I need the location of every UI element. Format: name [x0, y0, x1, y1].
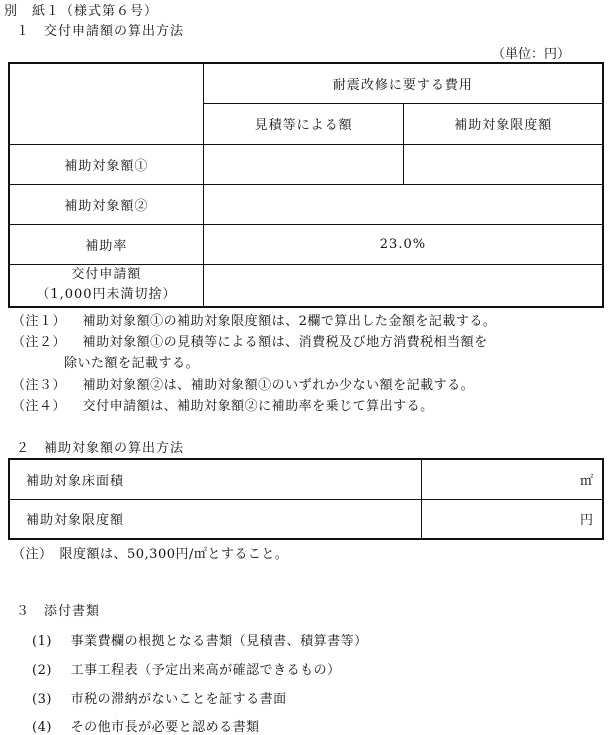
note-2	[12, 331, 488, 350]
section2-title: ２ 補助対象額の算出方法	[16, 441, 185, 456]
application-amount-sublabel: （1,000円未満切捨）	[36, 287, 177, 303]
subsidy-base-2-cell[interactable]	[203, 184, 603, 224]
note-1-mark: （注１）	[12, 314, 67, 329]
table1-group-header: 耐震改修に要する費用	[203, 63, 603, 103]
table1-col-limit: 補助対象限度額	[404, 103, 603, 144]
subsidy-base-1-estimate-cell[interactable]	[203, 144, 404, 184]
row-label-subsidy-base-1: 補助対象額①	[9, 144, 203, 184]
table1-corner-cell	[9, 63, 203, 144]
subsidy-base-table	[8, 458, 604, 540]
row-label-subsidy-rate: 補助率	[9, 224, 203, 264]
floor-area-unit: ㎡	[579, 473, 594, 489]
subsidy-base-1-limit-cell[interactable]	[404, 144, 603, 184]
attachment-item-4-text: その他市長が必要と認める書類	[70, 720, 260, 735]
attachment-item-2-text: 工事工程表（予定出来高が確認できるもの）	[70, 663, 341, 678]
row-label-application-amount	[9, 264, 203, 307]
attachment-item-1-text: 事業費欄の根拠となる書類（見積書、積算書等）	[70, 634, 368, 649]
row-label-subsidy-base-2: 補助対象額②	[9, 184, 203, 224]
note-2-continued: 除いた額を記載する。	[64, 356, 200, 371]
section1-title: １ 交付申請額の算出方法	[16, 24, 185, 39]
note-4-mark: （注４）	[12, 399, 67, 414]
form-label: 別 紙１（様式第６号）	[4, 4, 159, 19]
limit-amount-unit: 円	[579, 513, 594, 529]
attachment-item-1	[32, 630, 368, 649]
limit-amount-cell[interactable]	[422, 499, 604, 539]
section3-title: ３ 添付書類	[16, 604, 101, 619]
attachment-item-4	[32, 716, 260, 735]
note-4-text: 交付申請額は、補助対象額②に補助率を乗じて算出する。	[82, 399, 434, 414]
attachment-item-2	[32, 659, 341, 678]
section2-note: （注） 限度額は、50,300円/㎡とすること。	[12, 547, 289, 562]
floor-area-label: 補助対象床面積	[9, 459, 422, 499]
table1-col-estimate: 見積等による額	[203, 103, 404, 144]
subsidy-rate-value: 23.0%	[203, 224, 603, 264]
note-4	[12, 395, 434, 414]
note-3-text: 補助対象額②は、補助対象額①のいずれか少ない額を記載する。	[82, 378, 475, 393]
unit-label: （単位：円）	[492, 47, 571, 62]
attachment-item-3-text: 市税の滞納がないことを証する書面	[70, 692, 287, 707]
application-amount-table	[8, 62, 604, 308]
attachment-item-4-num: (4)	[32, 720, 52, 735]
application-amount-label: 交付申請額	[71, 267, 142, 283]
note-3	[12, 374, 474, 393]
note-2-mark: （注２）	[12, 335, 67, 350]
application-amount-cell[interactable]	[203, 264, 603, 307]
attachment-item-2-num: (2)	[32, 663, 52, 678]
note-2-text: 補助対象額①の見積等による額は、消費税及び地方消費税相当額を	[82, 335, 488, 350]
attachment-item-3	[32, 688, 287, 707]
note-1-text: 補助対象額①の補助対象限度額は、2欄で算出した金額を記載する。	[82, 314, 497, 329]
limit-amount-label: 補助対象限度額	[9, 499, 422, 539]
floor-area-cell[interactable]	[422, 459, 604, 499]
note-3-mark: （注３）	[12, 378, 67, 393]
attachment-item-3-num: (3)	[32, 692, 52, 707]
note-1	[12, 310, 496, 329]
attachment-item-1-num: (1)	[32, 634, 52, 649]
